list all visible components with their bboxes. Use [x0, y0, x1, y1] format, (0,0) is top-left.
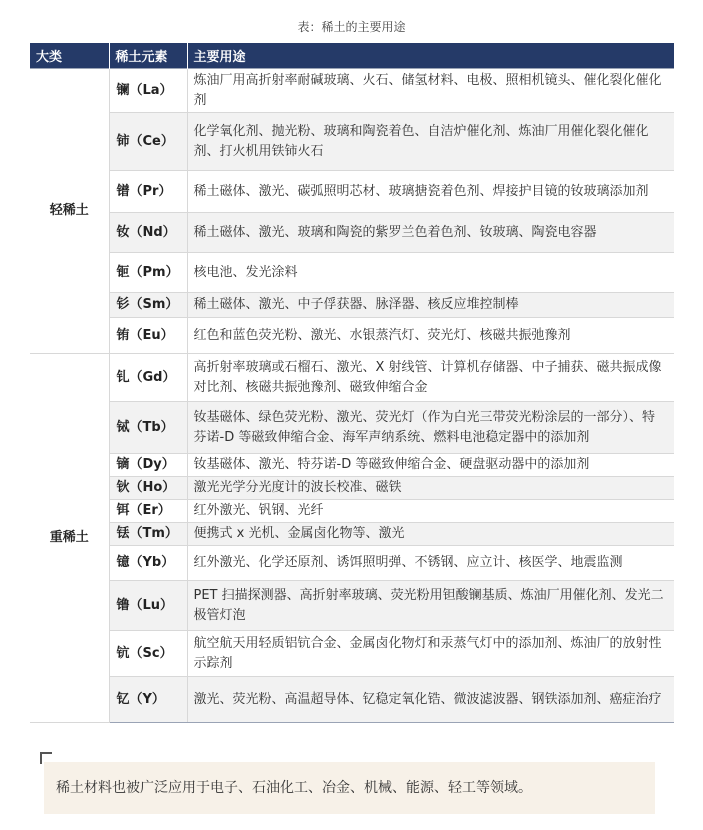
use-cell: 便携式 x 光机、金属卤化物等、激光	[187, 523, 674, 546]
element-cell: 铥（Tm）	[109, 523, 187, 546]
use-cell: 核电池、发光涂料	[187, 253, 674, 293]
table-caption: 表：稀土的主要用途	[297, 20, 406, 34]
footnote-callout: 稀土材料也被广泛应用于电子、石油化工、冶金、机械、能源、轻工等领域。	[44, 762, 655, 814]
table-row	[30, 69, 674, 113]
use-cell: 激光光学分光度计的波长校准、磁铁	[187, 477, 674, 500]
use-cell: 稀土磁体、激光、碳弧照明芯材、玻璃搪瓷着色剂、焊接护目镜的钕玻璃添加剂	[187, 171, 674, 213]
table-row	[30, 253, 674, 293]
element-cell: 镝（Dy）	[109, 454, 187, 477]
category-light: 轻稀土	[30, 69, 109, 354]
use-cell: 化学氧化剂、抛光粉、玻璃和陶瓷着色、自洁炉催化剂、炼油厂用催化裂化催化剂、打火机用铁铈火石	[187, 113, 674, 171]
table-row	[30, 677, 674, 723]
use-cell: 高折射率玻璃或石榴石、激光、X 射线管、计算机存储器、中子捕获、磁共振成像对比剂、核磁共振弛豫剂、磁致伸缩合金	[187, 354, 674, 402]
table-row	[30, 546, 674, 581]
rare-earth-table	[30, 43, 674, 723]
use-cell: 航空航天用轻质铝钪合金、金属卤化物灯和汞蒸气灯中的添加剂、炼油厂的放射性示踪剂	[187, 631, 674, 677]
header-category: 大类	[30, 43, 109, 69]
element-cell: 钐（Sm）	[109, 293, 187, 318]
element-cell: 镱（Yb）	[109, 546, 187, 581]
use-cell: 钕基磁体、绿色荧光粉、激光、荧光灯（作为白光三带荧光粉涂层的一部分）、特芬诺-D 等磁致伸缩合金、海军声纳系统、燃料电池稳定器中的添加剂	[187, 402, 674, 454]
element-cell: 钇（Y）	[109, 677, 187, 723]
element-cell: 铒（Er）	[109, 500, 187, 523]
element-cell: 铽（Tb）	[109, 402, 187, 454]
element-cell: 钬（Ho）	[109, 477, 187, 500]
table-row	[30, 171, 674, 213]
use-cell: 红外激光、化学还原剂、诱饵照明弹、不锈钢、应立计、核医学、地震监测	[187, 546, 674, 581]
element-cell: 镨（Pr）	[109, 171, 187, 213]
category-heavy: 重稀土	[30, 354, 109, 723]
table-row	[30, 631, 674, 677]
use-cell: 红外激光、钒钢、光纤	[187, 500, 674, 523]
table-row	[30, 318, 674, 354]
table-row	[30, 523, 674, 546]
use-cell: 稀土磁体、激光、玻璃和陶瓷的紫罗兰色着色剂、钕玻璃、陶瓷电容器	[187, 213, 674, 253]
use-cell: 激光、荧光粉、高温超导体、钇稳定氧化锆、微波滤波器、钢铁添加剂、癌症治疗	[187, 677, 674, 723]
use-cell: PET 扫描探测器、高折射率玻璃、荧光粉用钽酸镧基质、炼油厂用催化剂、发光二极管灯泡	[187, 581, 674, 631]
element-cell: 钆（Gd）	[109, 354, 187, 402]
table-row	[30, 402, 674, 454]
table-row	[30, 293, 674, 318]
header-use: 主要用途	[187, 43, 674, 69]
use-cell: 钕基磁体、激光、特芬诺-D 等磁致伸缩合金、硬盘驱动器中的添加剂	[187, 454, 674, 477]
element-cell: 镧（La）	[109, 69, 187, 113]
table-row	[30, 213, 674, 253]
use-cell: 红色和蓝色荧光粉、激光、水银蒸汽灯、荧光灯、核磁共振弛豫剂	[187, 318, 674, 354]
use-cell: 稀土磁体、激光、中子俘获器、脉泽器、核反应堆控制棒	[187, 293, 674, 318]
table-row	[30, 477, 674, 500]
element-cell: 铈（Ce）	[109, 113, 187, 171]
table-row	[30, 454, 674, 477]
element-cell: 钷（Pm）	[109, 253, 187, 293]
element-cell: 钪（Sc）	[109, 631, 187, 677]
element-cell: 钕（Nd）	[109, 213, 187, 253]
table-row	[30, 500, 674, 523]
header-element: 稀土元素	[109, 43, 187, 69]
table-row	[30, 113, 674, 171]
table-header-row	[30, 43, 674, 69]
element-cell: 镥（Lu）	[109, 581, 187, 631]
table-row	[30, 581, 674, 631]
table-row	[30, 354, 674, 402]
use-cell: 炼油厂用高折射率耐碱玻璃、火石、储氢材料、电极、照相机镜头、催化裂化催化剂	[187, 69, 674, 113]
element-cell: 铕（Eu）	[109, 318, 187, 354]
